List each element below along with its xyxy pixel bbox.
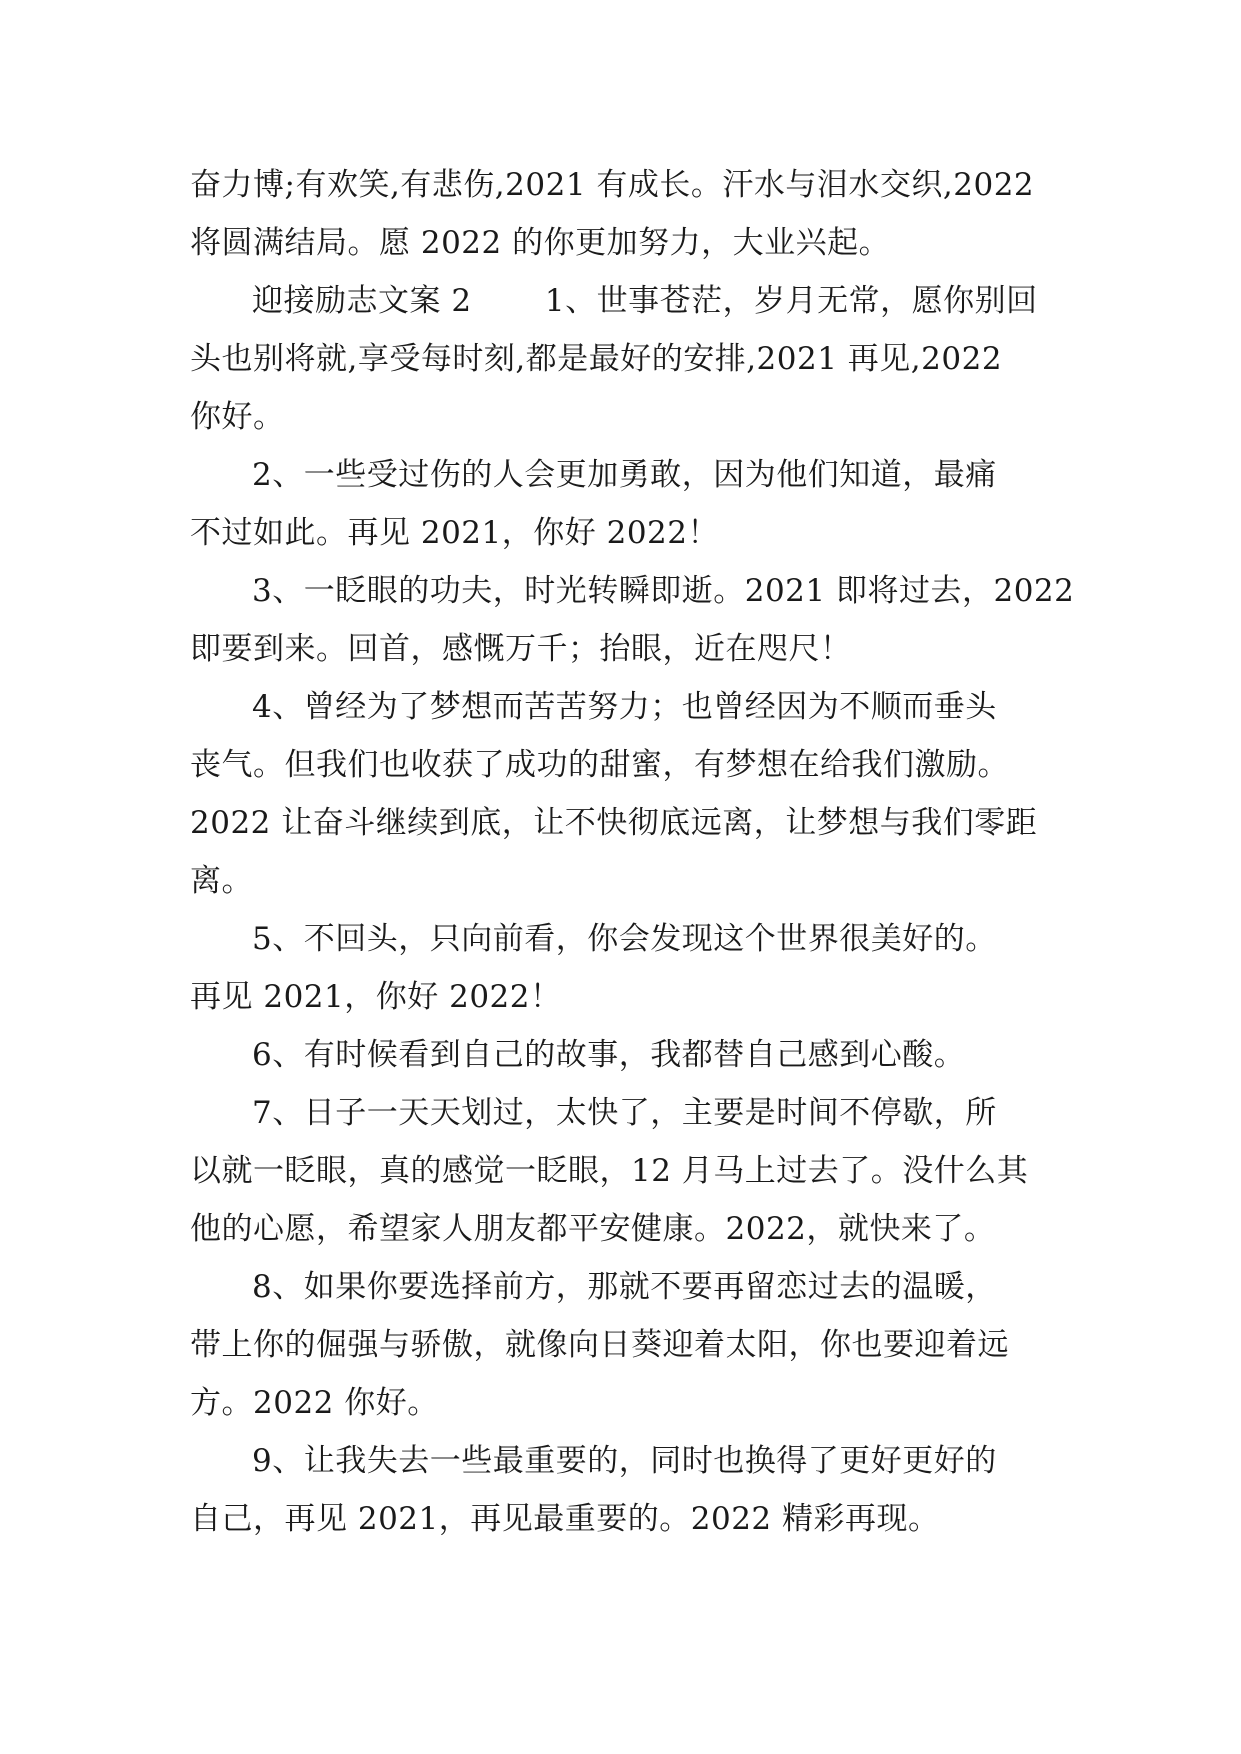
text-line: 你好。 xyxy=(190,399,285,435)
text-line: 将圆满结局。愿 2022 的你更加努力，大业兴起。 xyxy=(190,225,891,261)
text-line: 2、一些受过伤的人会更加勇敢，因为他们知道，最痛 xyxy=(252,457,997,493)
text-line: 7、日子一天天划过，太快了，主要是时间不停歇，所 xyxy=(252,1095,997,1131)
text-line: 再见 2021，你好 2022！ xyxy=(190,979,562,1015)
text-line: 头也别将就,享受每时刻,都是最好的安排,2021 再见,2022 xyxy=(190,341,1003,377)
text-line: 离。 xyxy=(190,863,253,899)
text-line: 6、有时候看到自己的故事，我都替自己感到心酸。 xyxy=(252,1037,966,1073)
text-line: 即要到来。回首，感慨万千；抬眼，近在咫尺！ xyxy=(190,631,852,667)
text-line: 不过如此。再见 2021，你好 2022！ xyxy=(190,515,719,551)
text-line: 9、让我失去一些最重要的，同时也换得了更好更好的 xyxy=(252,1443,997,1479)
text-line: 丧气。但我们也收获了成功的甜蜜，有梦想在给我们激励。 xyxy=(190,747,1009,783)
text-line: 以就一眨眼，真的感觉一眨眼，12 月马上过去了。没什么其 xyxy=(190,1153,1029,1189)
text-line: 自己，再见 2021，再见最重要的。2022 精彩再现。 xyxy=(190,1501,940,1537)
text-line: 奋力博;有欢笑,有悲伤,2021 有成长。汗水与泪水交织,2022 xyxy=(190,167,1035,203)
text-line: 4、曾经为了梦想而苦苦努力；也曾经因为不顺而垂头 xyxy=(252,689,997,725)
text-line: 8、如果你要选择前方，那就不要再留恋过去的温暖， xyxy=(252,1269,997,1305)
document-body xyxy=(190,156,1075,1548)
text-line: 带上你的倔强与骄傲，就像向日葵迎着太阳，你也要迎着远 xyxy=(190,1327,1009,1363)
text-line: 迎接励志文案 2 1、世事苍茫，岁月无常，愿你别回 xyxy=(252,283,1038,319)
text-line: 方。2022 你好。 xyxy=(190,1385,439,1421)
text-line: 2022 让奋斗继续到底，让不快彻底远离，让梦想与我们零距 xyxy=(190,805,1038,841)
text-line: 3、一眨眼的功夫，时光转瞬即逝。2021 即将过去，2022 xyxy=(252,573,1075,609)
text-line: 他的心愿，希望家人朋友都平安健康。2022，就快来了。 xyxy=(190,1211,996,1247)
text-line: 5、不回头，只向前看，你会发现这个世界很美好的。 xyxy=(252,921,997,957)
